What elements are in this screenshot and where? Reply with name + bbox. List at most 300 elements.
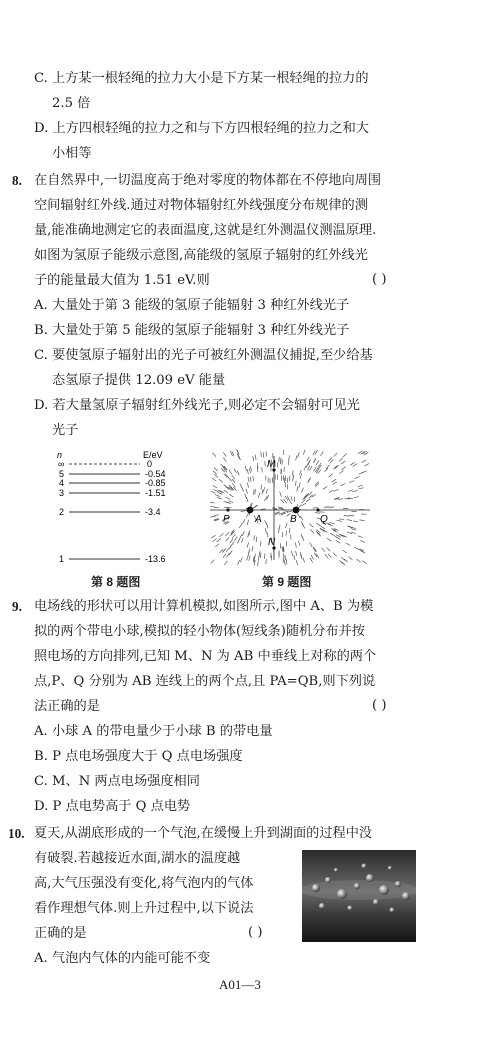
field-dash [362,471,367,473]
field-dash [223,452,226,456]
field-dash [328,458,331,462]
field-dash [250,477,251,482]
field-dash [239,524,242,528]
field-dash [364,464,369,467]
q9-option-b: B. P 点电场强度大于 Q 点电场强度 [34,749,243,764]
field-dash [300,470,302,475]
field-dash [321,526,326,529]
field-dash [329,474,333,477]
field-dash [232,479,235,483]
field-dash [226,548,229,552]
q8-option-a: A. 大量处于第 3 能级的氢原子能辐射 3 种红外线光子 [34,298,350,313]
fig8-caption: 第 8 题图 [91,575,141,589]
field-dash [292,551,293,556]
field-dash [286,559,287,564]
q10-number: 10. [8,826,25,841]
field-dash [249,468,250,473]
field-dash [341,484,346,486]
field-dash [310,543,313,547]
field-dash [298,513,300,518]
field-dash [330,522,335,524]
field-dash [359,488,364,489]
field-dash [303,450,305,455]
field-dash [225,561,228,565]
q9-stem-line2: 拟的两个带电小球,模拟的轻小物体(短线条)随机分布并按 [34,624,365,639]
field-dash [237,471,239,476]
field-dash [318,463,321,467]
field-dash [261,452,262,457]
bubble [337,889,347,899]
bubble [395,881,401,887]
field-dash [349,515,354,516]
field-dash [341,562,345,566]
q10-stem-line4: 看作理想气体.则上升过程中,以下说法 [34,901,254,916]
q9-option-c: C. M、N 两点电场强度相同 [34,774,200,789]
field-dash [211,535,215,538]
bubble [319,903,325,909]
field-dash [342,467,346,470]
field-dash [210,502,215,503]
field-dash [258,493,260,498]
field-dash [245,494,247,499]
field-dash [293,475,294,480]
field-dash [221,464,224,468]
field-dash [325,554,328,558]
field-dash [262,490,263,495]
field-dash [217,539,221,542]
field-dash [241,511,246,512]
field-dash [362,460,366,463]
field-dash [211,491,216,493]
q8-option-b: B. 大量处于第 5 能级的氢原子能辐射 3 种红外线光子 [34,323,350,338]
field-dash [361,551,366,554]
level-inf-n: ∞ [58,459,65,469]
field-dash [341,461,345,464]
field-dash [321,452,324,456]
field-dash [224,501,229,503]
q8-stem-line5: 子的能量最大值为 1.51 eV.则 [34,273,210,288]
charge-b-dot [293,507,300,514]
field-dash [247,469,249,474]
field-dash [266,489,267,494]
field-dash [296,455,297,460]
q9-option-d: D. P 点电势高于 Q 点电势 [34,799,191,814]
q9-stem-line5: 法正确的是 [34,699,100,714]
q9-stem-line4: 点,P、Q 分别为 AB 连线上的两个点,且 PA=QB,则下列说 [34,674,376,689]
field-dash [341,557,345,560]
bubble [373,899,379,905]
electric-field-simulation [210,448,370,568]
field-dash [229,470,232,474]
q8-option-c-line1: C. 要使氢原子辐射出的光子可被红外测温仪捕捉,至少给基 [34,348,373,363]
level-3-e: -1.51 [145,488,166,498]
field-dash [232,483,235,487]
field-dash [308,478,311,482]
level-4-n: 4 [59,478,65,488]
field-dash [309,466,312,471]
field-dash [210,516,215,517]
q8-option-c-line2: 态氢原子提供 12.09 eV 能量 [52,373,226,388]
field-dash [261,485,262,490]
field-dash [337,520,342,521]
field-dash [315,482,319,486]
bubble [312,884,320,892]
label-q: Q [320,514,328,525]
level-2-n: 2 [59,507,65,517]
field-dash [226,537,230,541]
field-dash [232,475,235,479]
field-dash [264,487,265,492]
field-dash [362,561,366,564]
field-dash [320,528,324,531]
q9-stem-line1: 电场线的形状可以用计算机模拟,如图所示,图中 A、B 为模 [34,599,374,614]
field-dash [237,539,240,544]
field-dash [240,534,242,539]
page-footer: A01—3 [219,977,261,992]
field-dash [242,519,245,524]
field-dash [348,557,352,560]
field-dash [214,474,218,477]
field-dash [327,538,331,541]
field-dash [353,521,358,522]
field-dash [359,520,364,521]
field-dash [311,555,314,560]
field-dash [314,458,317,463]
field-dash [215,495,220,497]
field-dash [255,455,256,460]
field-dash [246,513,248,518]
field-dash [352,491,357,492]
field-dash [231,541,234,545]
point-q-dot [316,508,319,511]
field-dash [229,494,233,497]
label-p: P [223,514,230,525]
field-dash [328,554,332,558]
field-dash [290,476,291,481]
bubble [388,866,392,870]
field-dash [214,489,219,491]
q7-option-d-line2: 小相等 [52,146,92,161]
field-dash [248,477,249,482]
q8-option-d-line2: 光子 [52,423,79,438]
field-dash [323,486,327,489]
q7-option-c-line2: 2.5 倍 [52,96,91,111]
level-2-e: -3.4 [145,507,161,517]
axis-n-label: n [57,450,63,460]
field-dash [267,523,269,528]
field-dash [214,515,219,516]
level-4-e: -0.85 [145,478,166,488]
field-dash [213,485,218,488]
field-dash [348,490,353,492]
field-dash [295,543,296,548]
field-dash [309,492,313,496]
q8-stem-line1: 在自然界中,一切温度高于绝对零度的物体都在不停地向周围 [34,173,382,188]
bubble [362,864,367,869]
field-dash [349,481,354,483]
field-dash [297,487,298,492]
field-dash [224,490,228,493]
field-dash [213,453,216,457]
field-dash [291,496,292,501]
field-dash [227,553,230,557]
q9-answer-blank: ( ) [372,698,387,713]
field-dash [246,489,247,494]
field-dash [300,474,302,479]
q9-stem-line3: 照电场的方向排列,已知 M、N 为 AB 中垂线上对称的两个 [34,649,377,664]
fig9-caption: 第 9 题图 [262,575,312,589]
field-dash [332,479,336,482]
level-5-n: 5 [59,469,65,479]
field-dash [299,483,301,488]
field-dash [252,546,253,551]
field-dash [333,553,337,557]
field-dash [306,499,310,502]
q10-stem-line2: 有破裂.若越接近水面,湖水的温度越 [34,851,241,866]
field-dash [282,460,283,465]
bubble [402,892,410,900]
field-dash [247,497,249,502]
field-dash [295,481,296,486]
field-dash [302,500,306,504]
bubble [325,877,331,883]
field-dash [301,522,304,527]
field-dash [261,509,266,510]
q8-option-d-line1: D. 若大量氢原子辐射红外线光子,则必定不会辐射可见光 [34,398,360,413]
field-dash [296,560,297,565]
field-dash [278,507,283,508]
field-dash [298,541,300,546]
field-dash [265,528,266,533]
q8-stem-line4: 如图为氢原子能级示意图,高能级的氢原子辐射的红外线光 [34,248,368,263]
field-dash [217,497,222,499]
field-dash [327,548,331,552]
field-dash [301,534,303,539]
field-dash [247,543,249,548]
field-dash [214,468,218,472]
label-n: N [268,537,276,548]
field-dash [309,495,313,498]
field-dash [329,490,334,492]
field-dash [339,561,343,565]
field-dash [286,523,288,528]
field-dash [336,540,340,543]
field-dash [283,450,284,455]
field-dash [230,539,233,543]
q10-stem-line1: 夏天,从湖底形成的一个气泡,在缓慢上升到湖面的过程中没 [34,826,373,841]
field-dash [353,464,357,467]
q10-answer-blank: ( ) [248,925,263,940]
field-dash [213,539,217,542]
field-dash [344,559,348,562]
field-dash [330,533,335,536]
level-1-e: -13.6 [145,554,166,564]
q8-answer-blank: ( ) [372,272,387,287]
level-5-e: -0.54 [145,469,166,479]
field-dash [308,466,310,471]
field-dash [303,558,305,563]
field-dash [356,559,360,562]
field-dash [253,456,254,461]
field-dash [249,556,250,561]
field-dash [232,534,235,538]
q7-option-d-line1: D. 上方四根轻绳的拉力之和与下方四根轻绳的拉力之和大 [34,121,369,136]
field-dash [322,548,326,552]
q10-option-a: A. 气泡内气体的内能可能不变 [34,951,211,966]
field-dash [300,516,303,520]
field-dash [284,553,285,558]
field-dash [241,538,243,543]
field-dash [212,478,216,481]
field-dash [310,529,314,533]
label-m: M [267,459,276,470]
field-dash [339,519,344,520]
field-dash [334,489,339,491]
field-dash [347,520,352,521]
field-dash [285,560,286,565]
bubble [348,906,353,911]
field-dash [355,477,360,479]
field-dash [350,462,354,465]
field-dash [354,497,359,498]
field-dash [307,457,309,462]
field-dash [334,453,338,457]
field-dash [225,532,229,536]
field-dash [253,505,257,508]
field-dash [235,536,238,540]
field-dash [316,461,319,465]
field-dash [219,479,223,482]
field-dash [339,471,343,474]
field-dash [231,531,234,535]
energy-level-diagram [55,448,205,568]
label-b: B [290,514,297,525]
q7-option-c-line1: C. 上方某一根轻绳的拉力大小是下方某一根轻绳的拉力的 [34,71,369,86]
charge-a-dot [247,507,254,514]
field-dash [219,534,223,537]
field-dash [238,560,240,565]
field-dash [229,551,232,555]
underwater-bubble-photo [302,850,416,942]
axis-e-label: E/eV [143,450,163,460]
level-1-n: 1 [59,554,65,564]
field-dash [223,554,226,558]
field-dash [240,558,242,563]
field-dash [298,452,299,457]
field-dash [304,466,306,471]
field-dash [250,466,251,471]
field-dash [315,483,319,487]
field-dash [234,469,237,474]
field-dash [258,556,259,561]
field-dash [262,467,263,472]
field-dash [211,560,215,564]
level-inf-e: 0 [147,459,153,469]
field-dash [280,492,282,497]
bubble [366,874,374,882]
field-dash [226,497,231,499]
field-dash [228,501,233,503]
q10-stem-line3: 高,大气压强没有变化,将气泡内的气体 [34,876,254,891]
field-dash [296,551,297,556]
field-dash [279,528,280,533]
label-a: A [255,514,262,525]
q10-stem-line5: 正确的是 [34,926,87,941]
field-dash-pattern [210,450,369,567]
bubble [354,883,360,889]
field-dash [360,541,365,543]
field-dash [301,488,303,493]
field-dash [338,499,343,500]
field-dash [279,508,284,509]
field-dash [358,536,363,538]
bubble [334,868,338,872]
field-dash [292,470,293,475]
field-dash [332,482,336,485]
q9-option-a: A. 小球 A 的带电量少于小球 B 的带电量 [34,724,273,739]
q9-number: 9. [12,599,22,614]
q8-stem-line3: 量,能准确地测定它的表面温度,这就是红外测温仪测温原理. [34,223,377,238]
point-p-dot [226,508,229,511]
field-dash [343,550,347,553]
field-dash [351,529,356,531]
field-dash [343,454,347,458]
field-dash [310,558,312,563]
field-dash [241,487,243,492]
field-dash [294,555,295,560]
field-dash [306,463,308,468]
field-dash [263,453,264,458]
field-dash [224,507,229,508]
field-dash [249,530,250,535]
field-dash [302,503,306,506]
field-dash [228,477,231,481]
q8-number: 8. [12,173,22,188]
field-dash [253,476,254,481]
field-dash [289,455,290,460]
field-dash [242,531,244,536]
field-dash [245,466,247,471]
field-dash [254,535,255,540]
field-dash [336,537,341,540]
field-dash [318,465,321,469]
field-dash [285,555,286,560]
q8-stem-line2: 空间辐射红外线.通过对物体辐射红外线强度分布规律的测 [34,198,368,213]
bubble [379,885,389,895]
bubble [390,908,395,913]
field-dash [247,483,248,488]
field-dash [339,458,343,462]
field-dash [316,530,320,533]
field-dash [247,520,248,525]
field-dash [260,553,261,558]
field-dash [258,561,259,566]
field-dash [259,551,260,556]
field-dash [213,471,217,475]
field-dash [288,460,289,465]
field-dash [346,543,351,546]
field-dash [330,460,334,464]
field-dash [354,547,359,550]
field-dash [248,532,249,537]
level-3-n: 3 [59,488,65,498]
field-dash [309,524,313,528]
field-dash [344,516,349,517]
field-dash [358,485,363,487]
field-dash [223,458,226,462]
field-dash [313,508,318,509]
field-dash [215,544,219,547]
